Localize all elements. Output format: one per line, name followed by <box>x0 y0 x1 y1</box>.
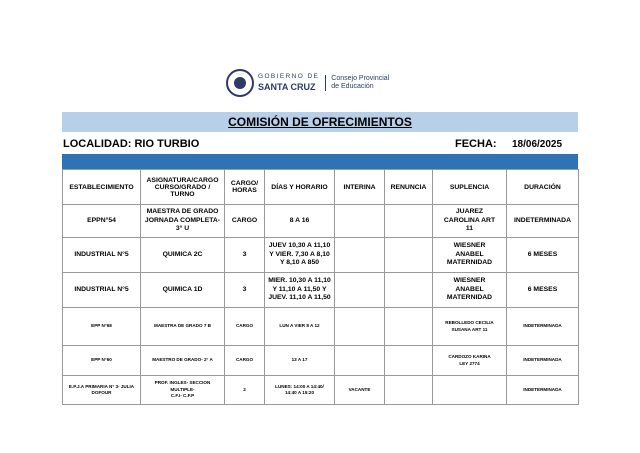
cell-dias: 13 A 17 <box>265 346 335 376</box>
cell-suplencia <box>433 205 507 238</box>
government-name <box>258 74 319 92</box>
cell-asignatura: QUIMICA 1D <box>141 273 225 308</box>
cell-dias-line-3: Y 8,10 A 850 <box>279 259 320 267</box>
cell-duracion: INDETERMINADA <box>507 308 579 346</box>
cell-duracion: INDETERMINADA <box>507 205 579 238</box>
col-cargo-line-2: HORAS <box>232 187 257 194</box>
col-dias: DÍAS Y HORARIO <box>265 170 335 205</box>
council-line-2: de Educación <box>331 83 374 90</box>
cell-cargo: CARGO <box>225 308 265 346</box>
cell-dias <box>265 376 335 405</box>
cell-asignatura-line-1: MAESTRA DE GRADO <box>146 208 219 216</box>
cell-suplencia-line-3: MATERNIDAD <box>446 294 493 302</box>
cell-cargo: 3 <box>225 273 265 308</box>
cell-interina <box>335 346 385 376</box>
cell-establecimiento <box>63 376 141 405</box>
table-header-row <box>63 170 579 205</box>
cell-suplencia-line-2: ANABEL <box>455 250 484 258</box>
cell-renuncia <box>385 346 433 376</box>
cell-renuncia <box>385 308 433 346</box>
page-title: COMISIÓN DE OFRECIMIENTOS <box>228 115 412 129</box>
cell-suplencia-line-2: LEY 2774 <box>459 360 480 366</box>
cell-dias: LUN A VIER 8 A 12 <box>265 308 335 346</box>
cell-duracion: 6 MESES <box>507 238 579 273</box>
cell-cargo: CARGO <box>225 205 265 238</box>
table-row <box>63 346 579 376</box>
col-establecimiento: ESTABLECIMIENTO <box>63 170 141 205</box>
cell-suplencia-line-1: WIESNER <box>453 277 486 285</box>
table-row <box>63 308 579 346</box>
table-row <box>63 205 579 238</box>
col-asignatura-line-2: CURSO/GRADO / TURNO <box>154 183 211 198</box>
offers-table <box>62 169 579 405</box>
santa-cruz-seal-icon <box>226 69 254 97</box>
cell-asignatura: MAESTRO DE GRADO- 2° A <box>141 346 225 376</box>
col-interina: INTERINA <box>335 170 385 205</box>
blue-band <box>62 154 578 169</box>
cell-suplencia-line-2: ANABEL <box>455 285 484 293</box>
localidad: LOCALIDAD: RIO TURBIO <box>63 138 200 150</box>
cell-suplencia-line-1: CARDOZO KARINA <box>448 354 491 360</box>
cell-asignatura <box>141 376 225 405</box>
cell-establecimiento-line-2: DOFOUR <box>91 390 112 395</box>
cell-establecimiento: EPP N°60 <box>63 346 141 376</box>
cell-establecimiento: INDUSTRIAL N°5 <box>63 238 141 273</box>
cell-dias-line-2: Y 11,10 A 11,50 Y <box>272 285 327 293</box>
cell-suplencia <box>433 376 507 405</box>
cell-dias <box>265 238 335 273</box>
cell-establecimiento: EPP N°68 <box>63 308 141 346</box>
cell-suplencia <box>433 238 507 273</box>
cell-asignatura <box>141 205 225 238</box>
cell-dias-line-1: JUEV 10,30 A 11,10 <box>268 242 331 250</box>
cell-asignatura: MAESTRA DE GRADO 7 B <box>141 308 225 346</box>
cell-dias: 8 A 16 <box>265 205 335 238</box>
cell-duracion: INDETERMINADA <box>507 376 579 405</box>
gov-line-1: GOBIERNO DE <box>258 73 320 81</box>
cell-renuncia <box>385 273 433 308</box>
cell-dias-line-1: LUNES: 14:00 A 14:40/ <box>275 383 324 389</box>
cell-suplencia <box>433 308 507 346</box>
cell-dias <box>265 273 335 308</box>
cell-suplencia <box>433 273 507 308</box>
cell-asignatura-line-2: C.F.I- C.F.P <box>170 393 195 399</box>
council-name <box>325 75 389 91</box>
cell-dias-line-2: 14:40 A 15:20 <box>284 390 315 395</box>
col-duracion: DURACIÓN <box>507 170 579 205</box>
cell-duracion: 6 MESES <box>507 273 579 308</box>
cell-suplencia-line-2: SUSANA ART 11 <box>451 326 488 332</box>
col-cargo-line-1: CARGO/ <box>230 180 259 187</box>
cell-asignatura-line-2: JORNADA COMPLETA- 3° U <box>144 216 221 233</box>
col-cargo <box>225 170 265 205</box>
cell-interina <box>335 273 385 308</box>
cell-renuncia <box>385 376 433 405</box>
council-line-1: Consejo Provincial <box>331 74 390 82</box>
table-row <box>63 238 579 273</box>
cell-dias-line-3: JUEV. 11,10 A 11,50 <box>268 294 331 302</box>
cell-renuncia <box>385 205 433 238</box>
cell-establecimiento: EPPN°54 <box>63 205 141 238</box>
cell-asignatura-line-1: PROF. INGLES- SECCION MULTIPLE- <box>154 380 211 392</box>
cell-establecimiento: INDUSTRIAL N°5 <box>63 273 141 308</box>
table-row <box>63 273 579 308</box>
cell-interina: VACANTE <box>335 376 385 405</box>
fecha-label: FECHA: <box>455 138 497 150</box>
title-bar <box>62 112 578 132</box>
cell-cargo: 2 <box>225 376 265 405</box>
cell-suplencia-line-3: MATERNIDAD <box>446 259 493 267</box>
cell-renuncia <box>385 238 433 273</box>
cell-cargo: CARGO <box>225 346 265 376</box>
col-suplencia: SUPLENCIA <box>433 170 507 205</box>
cell-interina <box>335 238 385 273</box>
cell-dias-line-1: MIER. 10,30 A 11,10 <box>268 277 331 285</box>
cell-suplencia <box>433 346 507 376</box>
cell-interina <box>335 205 385 238</box>
cell-cargo: 3 <box>225 238 265 273</box>
cell-asignatura: QUIMICA 2C <box>141 238 225 273</box>
col-asignatura-line-1: ASIGNATURA/CARGO <box>146 176 219 184</box>
cell-suplencia-line-1: WIESNER <box>453 242 486 250</box>
col-asignatura <box>141 170 225 205</box>
cell-establecimiento-line-1: E.P.J.A PRIMARIA N° 3- JULIA <box>68 383 135 389</box>
cell-suplencia-line-1: REBOLLEDO CECILIA <box>445 320 494 326</box>
cell-suplencia-line-3: 11 <box>465 225 474 233</box>
cell-dias-line-2: Y VIER. 7,30 A 8,10 <box>269 250 330 258</box>
cell-duracion: INDETERMINADA <box>507 346 579 376</box>
col-renuncia: RENUNCIA <box>385 170 433 205</box>
cell-interina <box>335 308 385 346</box>
fecha-value: 18/06/2025 <box>512 139 563 150</box>
cell-suplencia-line-2: CAROLINA ART <box>443 216 496 224</box>
header-logo <box>226 66 416 100</box>
cell-suplencia-line-1: JUAREZ <box>455 208 484 216</box>
table-row <box>63 376 579 405</box>
gov-line-2: SANTA CRUZ <box>258 81 316 92</box>
